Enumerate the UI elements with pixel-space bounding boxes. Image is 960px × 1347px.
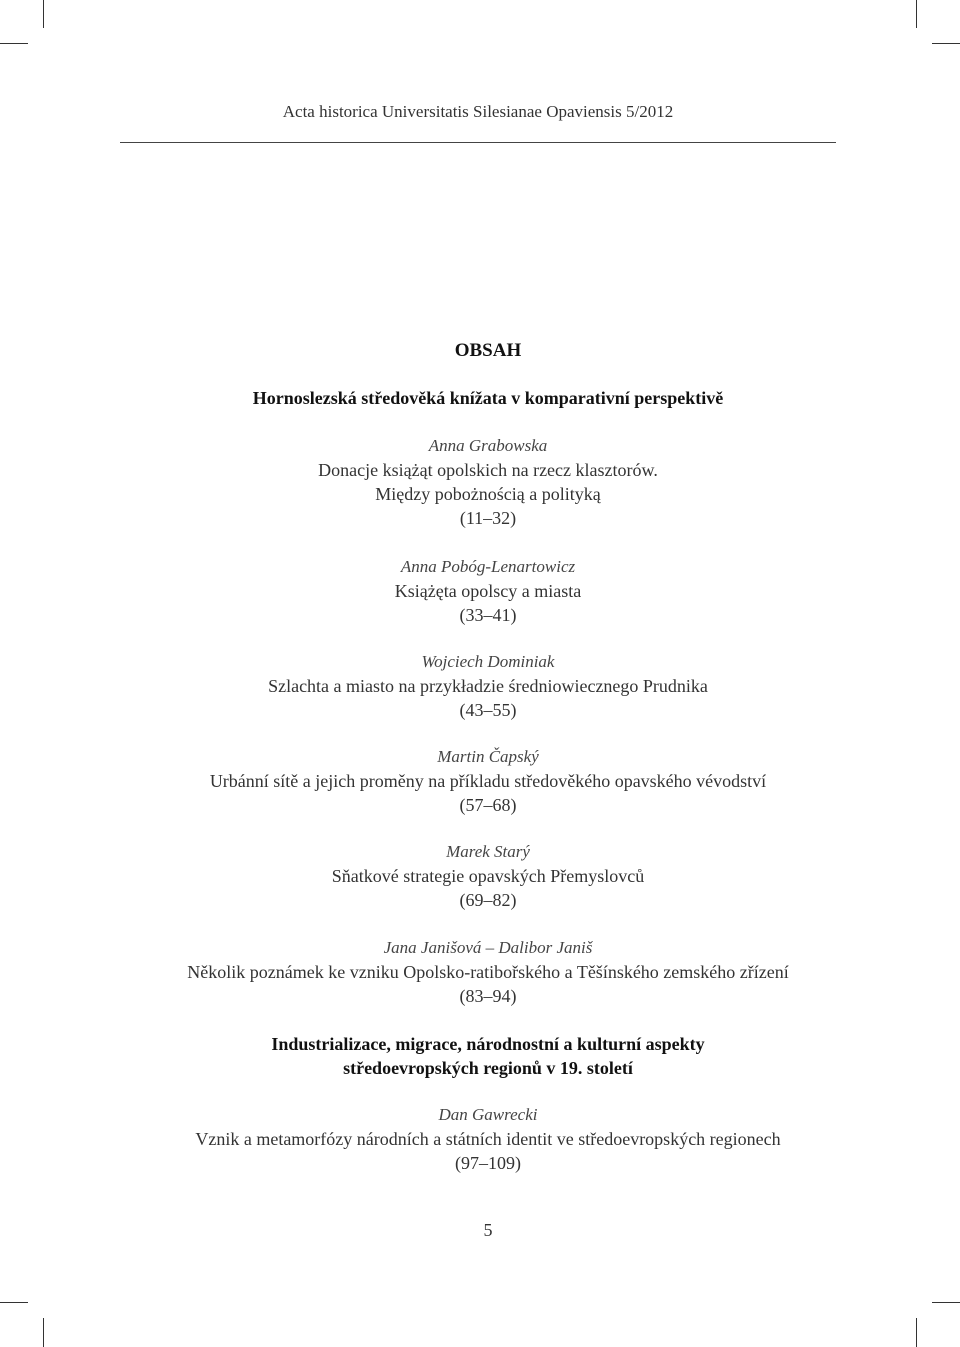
section-title: Hornoslezská středověká knížata v komparativní perspektivě [252,388,724,408]
header-rule [120,142,836,143]
entry-author: Marek Starý [446,842,530,861]
crop-mark-bottom-left-h [0,1302,28,1303]
entry-pages: (33–41) [459,605,517,625]
contents-heading: OBSAH [454,340,522,361]
entry-author: Anna Pobóg-Lenartowicz [400,557,576,576]
entry-title: Między pobożnością a polityką [375,484,601,504]
entry-title: Donacje książąt opolskich na rzecz klasztorów. [318,460,658,480]
entry-author: Jana Janišová – Dalibor Janiš [383,938,593,957]
entry-title: Vznik a metamorfózy národních a státních identit ve středoevropských regionech [195,1129,781,1149]
entry-pages: (97–109) [455,1153,521,1173]
entry-author: Wojciech Dominiak [421,652,555,671]
entry-pages: (11–32) [459,508,517,528]
crop-mark-top-right-h [932,43,960,44]
entry-author: Anna Grabowska [428,436,548,455]
entry-pages: (83–94) [459,986,517,1006]
section-title: středoevropských regionů v 19. století [343,1058,633,1078]
entry-title: Sňatkové strategie opavských Přemyslovců [331,866,645,886]
entry-title: Urbánní sítě a jejich proměny na příkladu středověkého opavského vévodství [209,771,767,791]
section-title: Industrializace, migrace, národnostní a kulturní aspekty [271,1034,705,1054]
entry-pages: (43–55) [459,700,517,720]
crop-mark-top-left-v [43,0,44,28]
entry-author: Martin Čapský [437,747,539,766]
crop-mark-bottom-left-v [43,1318,44,1347]
entry-pages: (57–68) [459,795,517,815]
crop-mark-bottom-right-h [932,1302,960,1303]
entry-title: Książęta opolscy a miasta [394,581,582,601]
crop-mark-top-right-v [916,0,917,28]
crop-mark-bottom-right-v [916,1318,917,1347]
entry-title: Několik poznámek ke vzniku Opolsko-ratibořského a Těšínského zemského zřízení [187,962,789,982]
entry-author: Dan Gawrecki [438,1105,538,1124]
entry-pages: (69–82) [459,890,517,910]
page-number: 5 [483,1220,493,1240]
entry-title: Szlachta a miasto na przykładzie średniowiecznego Prudnika [268,676,708,696]
crop-mark-top-left-h [0,43,28,44]
running-header: Acta historica Universitatis Silesianae Opaviensis 5/2012 [282,102,674,121]
